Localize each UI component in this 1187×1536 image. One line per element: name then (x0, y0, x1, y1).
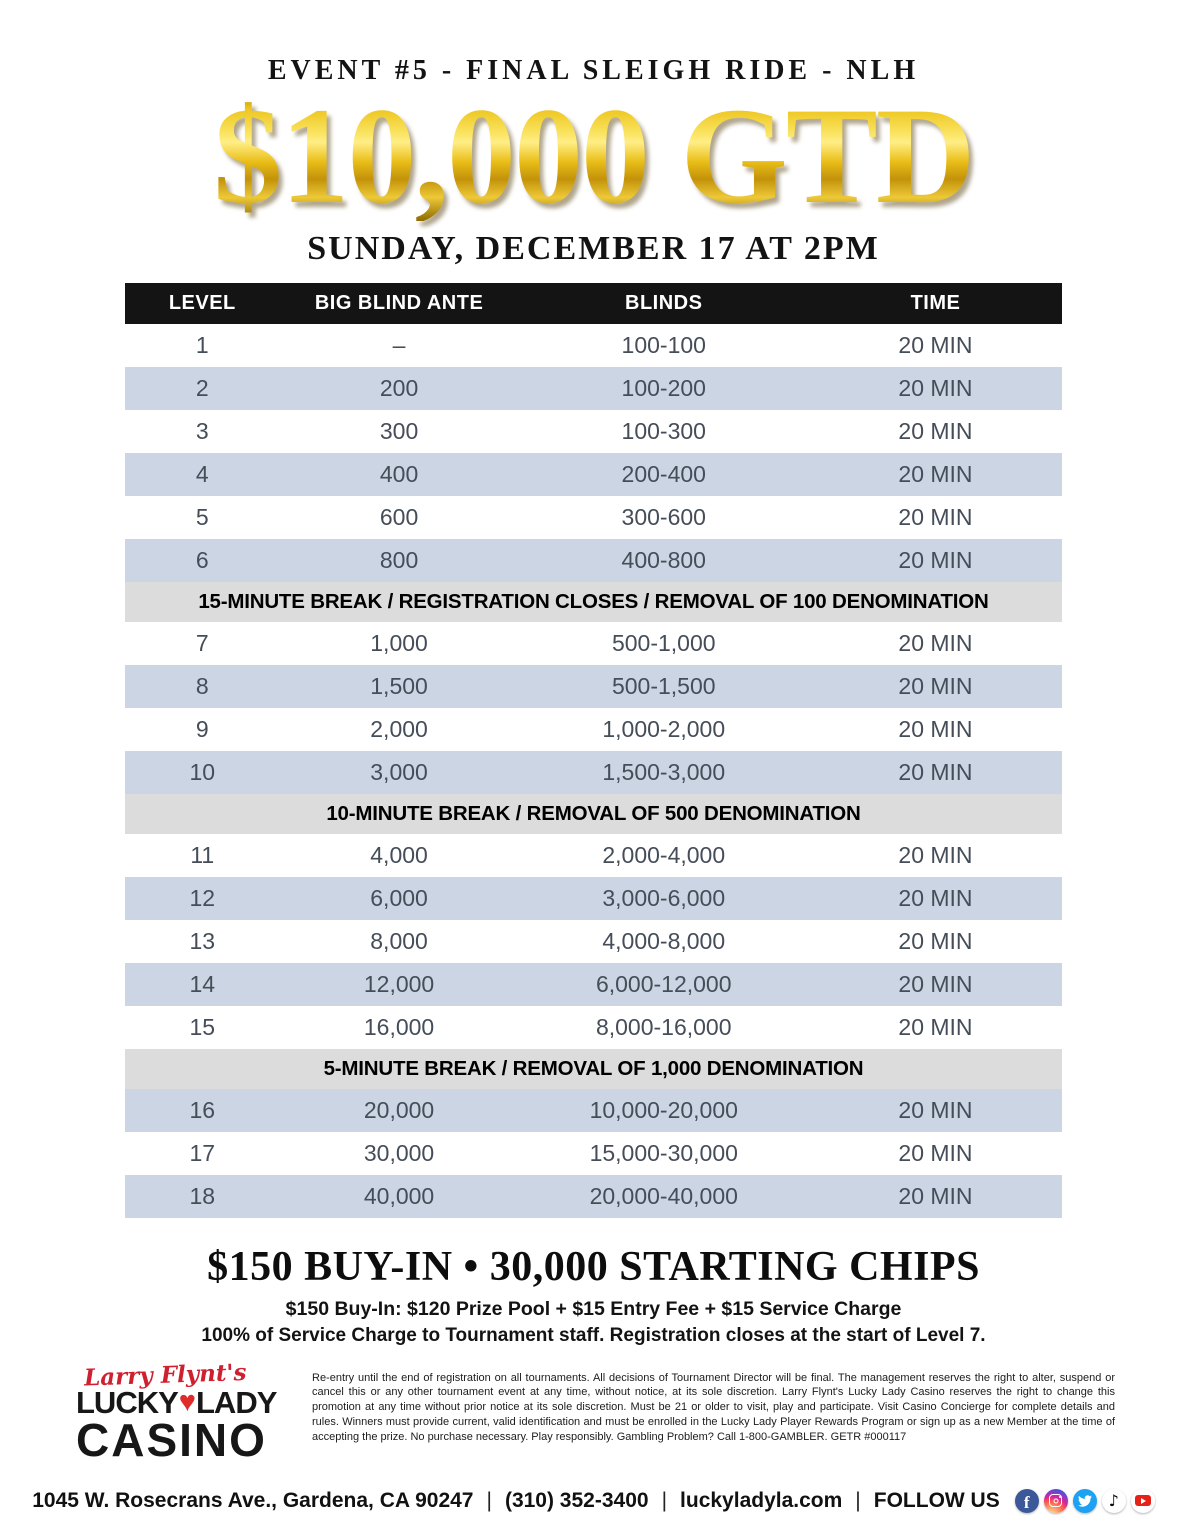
table-cell: 20 MIN (898, 971, 973, 998)
separator: | (486, 1488, 492, 1512)
instagram-icon[interactable] (1044, 1489, 1068, 1513)
table-cell: 3,000-6,000 (602, 885, 726, 912)
table-cell: 13 (189, 928, 216, 955)
level-row (125, 1006, 1062, 1049)
table-cell: 20 MIN (898, 1014, 973, 1041)
table-cell: 12 (189, 885, 216, 912)
table-cell: 12,000 (363, 971, 435, 998)
table-cell: 15,000-30,000 (589, 1140, 738, 1167)
youtube-icon[interactable] (1131, 1489, 1155, 1513)
table-cell: 8,000 (370, 928, 428, 955)
level-row (125, 834, 1062, 877)
logo-word-lucky: LUCKY (76, 1384, 178, 1420)
table-cell: 500-1,500 (611, 673, 716, 700)
table-cell: 20 MIN (898, 461, 973, 488)
level-row (125, 496, 1062, 539)
table-cell: 20 MIN (898, 1183, 973, 1210)
buyin-breakdown: $150 Buy-In: $120 Prize Pool + $15 Entry Fee + $15 Service Charge (285, 1297, 902, 1320)
table-cell: 20 MIN (898, 504, 973, 531)
blind-structure-table (125, 283, 1062, 1218)
casino-logo (76, 1358, 288, 1467)
table-header-row (125, 283, 1062, 324)
tiktok-icon[interactable] (1102, 1489, 1126, 1513)
logo-word-lady: LADY (196, 1384, 277, 1420)
table-cell: 1,000 (370, 630, 428, 657)
instagram-camera-glyph (1049, 1494, 1062, 1507)
table-cell: 20 MIN (898, 375, 973, 402)
column-header-blinds: BLINDS (625, 292, 703, 315)
facebook-icon[interactable] (1015, 1489, 1039, 1513)
table-cell: 4 (195, 461, 209, 488)
level-row (125, 751, 1062, 794)
table-cell: 6 (195, 547, 209, 574)
tiktok-note-glyph: ♪ (1108, 1490, 1119, 1510)
logo-script-text: Larry Flynt's (83, 1358, 247, 1392)
level-row (125, 1132, 1062, 1175)
table-cell: 3,000 (370, 759, 428, 786)
table-cell: 9 (195, 716, 209, 743)
logo-word-casino: CASINO (76, 1414, 267, 1467)
prize-headline: $10,000 GTD (0, 90, 1187, 221)
table-cell: 20 MIN (898, 1097, 973, 1124)
level-row (125, 622, 1062, 665)
table-cell: 18 (189, 1183, 216, 1210)
legal-fine-print: Re-entry until the end of registration on all tournaments. All decisions of Tournament Director will be final. The management reserves the right to alter, suspend or cancel this or any other tournament event at any time, without notice, at its sole discretion. Larry Flynt's Lucky Lady Casino reserves the right to change this promotion at any time without prior notice at its sole discretion. Must be 21 or older to visit, play and participate. Visit Casino Concierge for complete details and rules. Winners must provide current, valid identification and must be enrolled in the Lucky Lady Player Rewards Program or sign up as a new Member at the time of accepting the prize. No purchase necessary. Play responsibly. Gambling Problem? Call 1-800-GAMBLER. GETR #000117 (312, 1371, 1115, 1443)
table-cell: 800 (379, 547, 419, 574)
youtube-play-glyph (1135, 1495, 1151, 1506)
table-cell: 20 MIN (898, 885, 973, 912)
table-cell: 40,000 (363, 1183, 435, 1210)
table-cell: 400 (379, 461, 419, 488)
column-header-level: LEVEL (168, 292, 236, 315)
table-cell: 20 MIN (898, 1140, 973, 1167)
table-cell: 30,000 (363, 1140, 435, 1167)
buyin-note: 100% of Service Charge to Tournament staff. Registration closes at the start of Level 7. (201, 1324, 986, 1346)
table-cell: 10 (189, 759, 216, 786)
table-cell: 14 (189, 971, 216, 998)
break-row: 5-MINUTE BREAK / REMOVAL OF 1,000 DENOMINATION (125, 1049, 1062, 1089)
column-header-time: TIME (910, 292, 961, 315)
level-row (125, 1175, 1062, 1218)
table-cell: 100-300 (621, 418, 706, 445)
level-row (125, 453, 1062, 496)
table-cell: 20 MIN (898, 547, 973, 574)
table-cell: 500-1,000 (611, 630, 716, 657)
level-row (125, 410, 1062, 453)
table-cell: 1,500-3,000 (602, 759, 726, 786)
table-cell: 11 (190, 842, 215, 869)
table-cell: 1,000-2,000 (602, 716, 726, 743)
event-datetime: SUNDAY, DECEMBER 17 AT 2PM (307, 229, 880, 267)
level-row (125, 1089, 1062, 1132)
table-cell: 15 (189, 1014, 216, 1041)
break-row: 15-MINUTE BREAK / REGISTRATION CLOSES / REMOVAL OF 100 DENOMINATION (125, 582, 1062, 622)
table-cell: 20 MIN (898, 759, 973, 786)
table-cell: 1,500 (370, 673, 428, 700)
table-cell: 200 (379, 375, 419, 402)
table-cell: 6,000-12,000 (595, 971, 732, 998)
twitter-icon[interactable] (1073, 1489, 1097, 1513)
table-cell: 20 MIN (898, 418, 973, 445)
table-cell: 17 (189, 1140, 216, 1167)
table-cell: 8,000-16,000 (595, 1014, 732, 1041)
table-cell: 1 (195, 332, 209, 359)
table-cell: 16 (189, 1097, 216, 1124)
heart-icon: ♥ (178, 1385, 195, 1418)
level-row (125, 920, 1062, 963)
break-row: 10-MINUTE BREAK / REMOVAL OF 500 DENOMINATION (125, 794, 1062, 834)
table-cell: 8 (195, 673, 209, 700)
twitter-bird-glyph (1078, 1494, 1092, 1508)
level-row (125, 539, 1062, 582)
social-icons (1015, 1489, 1155, 1513)
level-row (125, 708, 1062, 751)
table-cell: 20 MIN (898, 716, 973, 743)
level-row (125, 367, 1062, 410)
table-cell: 4,000-8,000 (602, 928, 726, 955)
table-cell: 2,000 (370, 716, 428, 743)
event-title: EVENT #5 - FINAL SLEIGH RIDE - NLH (267, 55, 920, 86)
table-cell: 16,000 (363, 1014, 435, 1041)
table-cell: 20 MIN (898, 332, 973, 359)
table-cell: 3 (195, 418, 209, 445)
blind-table-body (125, 324, 1062, 1218)
table-cell: 20,000-40,000 (589, 1183, 738, 1210)
separator: | (855, 1488, 861, 1512)
table-cell: 200-400 (621, 461, 706, 488)
table-cell: 100-200 (621, 375, 706, 402)
phone-number: (310) 352-3400 (504, 1488, 649, 1512)
bottom-section (0, 1358, 1187, 1467)
table-cell: 6,000 (370, 885, 428, 912)
footer-bar (0, 1489, 1187, 1513)
website-link[interactable]: luckyladyla.com (680, 1488, 843, 1512)
level-row (125, 665, 1062, 708)
table-cell: 20 MIN (898, 928, 973, 955)
facebook-f-glyph: f (1023, 1492, 1030, 1512)
table-cell: 400-800 (621, 547, 706, 574)
table-cell: – (392, 332, 406, 359)
table-cell: 2,000-4,000 (602, 842, 726, 869)
table-cell: 20,000 (363, 1097, 435, 1124)
follow-us-label: FOLLOW US (873, 1488, 1000, 1512)
table-cell: 20 MIN (898, 630, 973, 657)
separator: | (661, 1488, 668, 1512)
table-cell: 10,000-20,000 (589, 1097, 738, 1124)
address-text: 1045 W. Rosecrans Ave., Gardena, CA 90247 (32, 1488, 474, 1512)
table-cell: 600 (379, 504, 419, 531)
level-row (125, 877, 1062, 920)
table-cell: 100-100 (621, 332, 706, 359)
table-cell: 7 (195, 630, 209, 657)
table-cell: 5 (195, 504, 209, 531)
buyin-headline: $150 BUY-IN • 30,000 STARTING CHIPS (207, 1244, 980, 1291)
table-cell: 4,000 (370, 842, 428, 869)
level-row (125, 963, 1062, 1006)
table-cell: 2 (195, 375, 209, 402)
table-cell: 300-600 (621, 504, 706, 531)
level-row (125, 324, 1062, 367)
column-header-ante: BIG BLIND ANTE (314, 292, 484, 315)
table-cell: 20 MIN (898, 673, 973, 700)
table-cell: 300 (379, 418, 419, 445)
table-cell: 20 MIN (898, 842, 973, 869)
